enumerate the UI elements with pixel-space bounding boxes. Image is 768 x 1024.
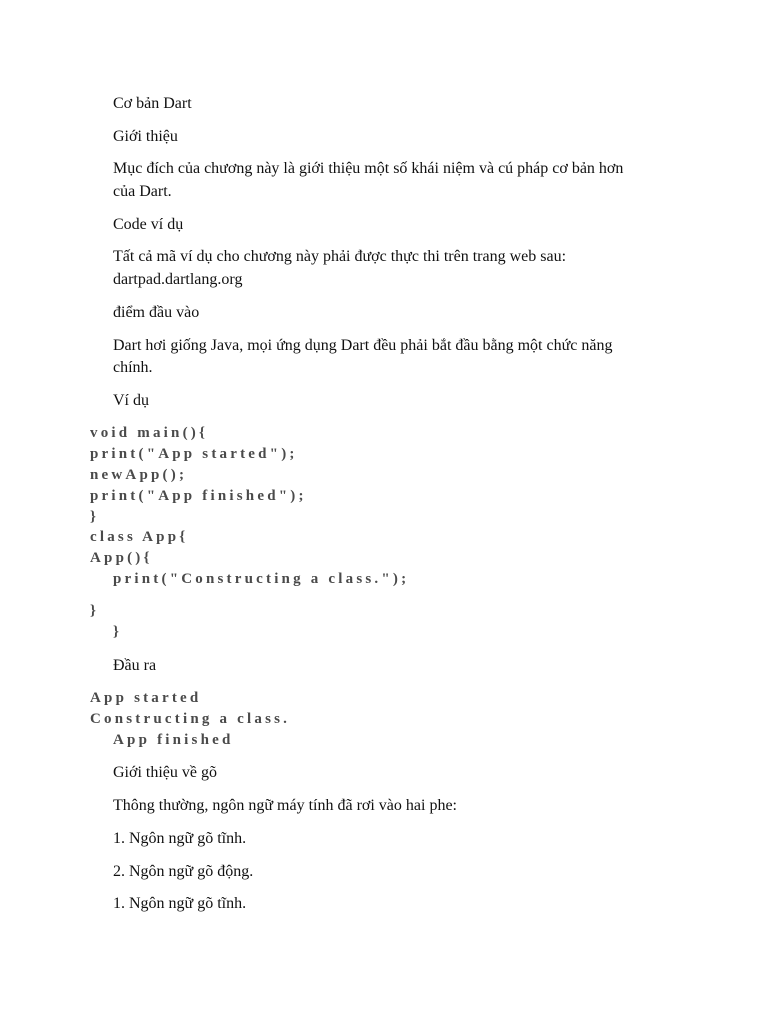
code-line: class App{	[90, 529, 189, 545]
example-heading: Ví dụ	[113, 392, 149, 409]
output-line: App started	[90, 690, 202, 706]
entry-heading: điểm đầu vào	[113, 304, 200, 321]
code-line: }	[90, 603, 100, 619]
code-line: newApp();	[90, 467, 188, 483]
output-line: Constructing a class.	[90, 711, 291, 727]
code-heading: Code ví dụ	[113, 216, 184, 233]
code-line: print("Constructing a class.");	[113, 571, 410, 587]
output-line: App finished	[113, 732, 234, 748]
code-text-line-2: dartpad.dartlang.org	[113, 271, 243, 288]
list-item: 1. Ngôn ngữ gõ tĩnh.	[113, 895, 247, 912]
code-line: }	[90, 509, 100, 525]
list-item: 2. Ngôn ngữ gõ động.	[113, 863, 254, 880]
code-line: print("App started");	[90, 446, 298, 462]
code-line: print("App finished");	[90, 488, 307, 504]
intro-text-line-2: của Dart.	[113, 183, 172, 200]
entry-text-line-1: Dart hơi giống Java, mọi ứng dụng Dart đều phải bắt đầu bằng một chức năng	[113, 337, 613, 354]
intro-heading: Giới thiệu	[113, 128, 178, 145]
output-heading: Đầu ra	[113, 657, 157, 674]
code-text-line-1: Tất cả mã ví dụ cho chương này phải được thực thi trên trang web sau:	[113, 248, 567, 265]
code-line: App(){	[90, 550, 153, 566]
doc-title: Cơ bản Dart	[113, 95, 192, 112]
code-line: }	[113, 624, 123, 640]
list-item: 1. Ngôn ngữ gõ tĩnh.	[113, 830, 247, 847]
intro-text-line-1: Mục đích của chương này là giới thiệu một số khái niệm và cú pháp cơ bản hơn	[113, 160, 624, 177]
code-line: void main(){	[90, 425, 209, 441]
typing-text: Thông thường, ngôn ngữ máy tính đã rơi vào hai phe:	[113, 797, 457, 814]
typing-heading: Giới thiệu về gõ	[113, 764, 217, 781]
entry-text-line-2: chính.	[113, 359, 153, 376]
